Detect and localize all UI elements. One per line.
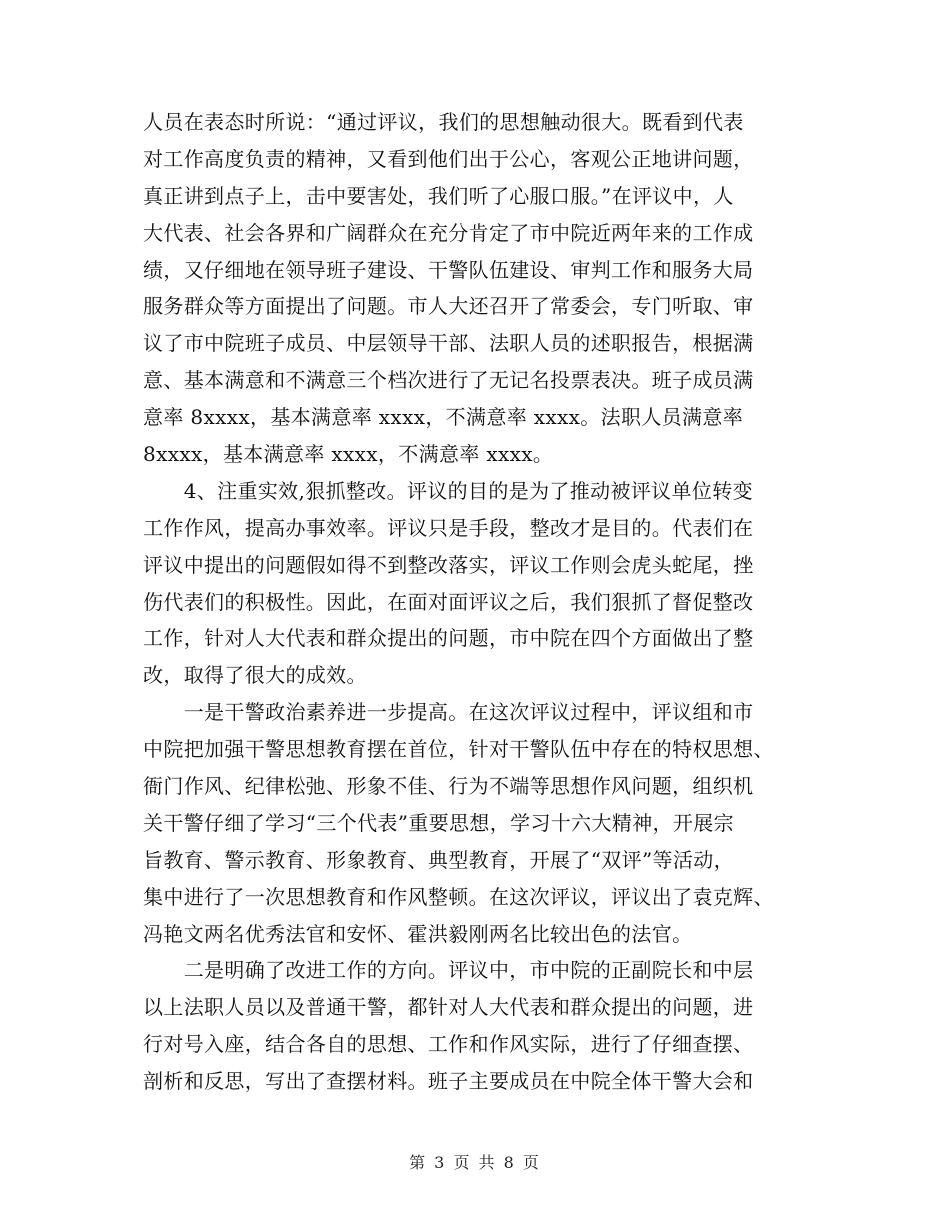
text-line: 真正讲到点子上，击中要害处，我们听了心服口服。”在评议中，人 — [143, 183, 734, 208]
text-line: 大代表、社会各界和广阔群众在充分肯定了市中院近两年来的工作成 — [143, 220, 754, 245]
text-line: 对工作高度负责的精神，又看到他们出于公心，客观公正地讲问题， — [143, 146, 754, 171]
text-line: 8xxxx，基本满意率 xxxx，不满意率 xxxx。 — [143, 442, 554, 467]
text-line: 剖析和反思，写出了查摆材料。班子主要成员在中院全体干警大会和 — [143, 1069, 754, 1094]
text-line: 绩，又仔细地在领导班子建设、干警队伍建设、审判工作和服务大局 — [143, 257, 754, 282]
text-line: 中院把加强干警思想教育摆在首位，针对干警队伍中存在的特权思想、 — [143, 737, 774, 762]
text-line: 评议中提出的问题假如得不到整改落实，评议工作则会虎头蛇尾，挫 — [143, 552, 754, 577]
text-line: 冯艳文两名优秀法官和安怀、霍洪毅刚两名比较出色的法官。 — [143, 921, 693, 946]
text-line: 衙门作风、纪律松弛、形象不佳、行为不端等思想作风问题，组织机 — [143, 774, 754, 799]
text-line: 改，取得了很大的成效。 — [143, 663, 367, 688]
text-line: 行对号入座，结合各自的思想、工作和作风实际，进行了仔细查摆、 — [143, 1032, 754, 1057]
page-footer — [0, 1150, 950, 1173]
text-line: 二是明确了改进工作的方向。评议中，市中院的正副院长和中层 — [143, 958, 754, 983]
body-text — [143, 104, 803, 1100]
text-line: 工作作风，提高办事效率。评议只是手段，整改才是目的。代表们在 — [143, 515, 754, 540]
text-line: 一是干警政治素养进一步提高。在这次评议过程中，评议组和市 — [143, 700, 754, 725]
text-line: 关干警仔细了学习“三个代表”重要思想，学习十六大精神，开展宗 — [143, 810, 734, 835]
text-line: 旨教育、警示教育、形象教育、典型教育，开展了“双评”等活动， — [143, 847, 734, 872]
text-line: 服务群众等方面提出了问题。市人大还召开了常委会，专门听取、审 — [143, 294, 754, 319]
text-line: 以上法职人员以及普通干警，都针对人大代表和群众提出的问题，进 — [143, 995, 754, 1020]
page-number: 第 3 页 共 8 页 — [409, 1153, 541, 1172]
text-line: 工作，针对人大代表和群众提出的问题，市中院在四个方面做出了整 — [143, 626, 754, 651]
text-line: 集中进行了一次思想教育和作风整顿。在这次评议，评议出了袁克辉、 — [143, 884, 774, 909]
text-line: 伤代表们的积极性。因此，在面对面评议之后，我们狠抓了督促整改 — [143, 589, 754, 614]
text-line: 人员在表态时所说：“通过评议，我们的思想触动很大。既看到代表 — [143, 110, 744, 134]
text-line: 意、基本满意和不满意三个档次进行了无记名投票表决。班子成员满 — [143, 368, 754, 393]
text-line: 4、注重实效,狠抓整改。评议的目的是为了推动被评议单位转变 — [143, 478, 753, 503]
text-line: 议了市中院班子成员、中层领导干部、法职人员的述职报告，根据满 — [143, 331, 754, 356]
text-line: 意率 8xxxx，基本满意率 xxxx，不满意率 xxxx。法职人员满意率 — [143, 405, 744, 430]
